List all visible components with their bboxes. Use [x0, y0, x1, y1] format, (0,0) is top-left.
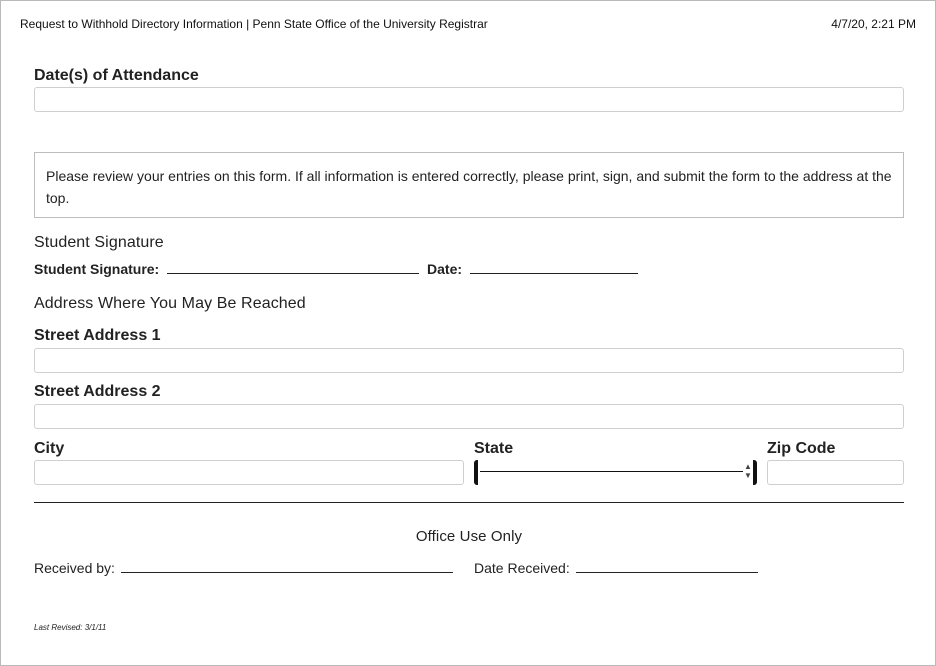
- signature-section-title: Student Signature: [34, 234, 164, 251]
- state-select-value: [480, 471, 743, 472]
- city-input[interactable]: [34, 460, 464, 485]
- section-divider: [34, 502, 904, 503]
- zip-input[interactable]: [767, 460, 904, 485]
- zip-label: Zip Code: [767, 440, 836, 457]
- street2-label: Street Address 2: [34, 383, 161, 400]
- office-use-title: Office Use Only: [415, 528, 523, 545]
- print-header-title: Request to Withhold Directory Information | Penn State Office of the University Registrar: [20, 17, 488, 31]
- date-received-label: Date Received:: [474, 560, 570, 576]
- last-revised-note: Last Revised: 3/1/11: [34, 623, 107, 632]
- signature-date-label: Date:: [427, 261, 463, 277]
- signature-date-blank-line: [470, 261, 638, 274]
- date-received-blank-line: [576, 560, 758, 573]
- state-select[interactable]: [474, 460, 757, 485]
- address-section-title: Address Where You May Be Reached: [34, 295, 306, 312]
- signature-line-row: [34, 261, 642, 277]
- attendance-label: Date(s) of Attendance: [34, 67, 199, 84]
- date-received-row: [474, 560, 762, 576]
- street2-input[interactable]: [34, 404, 904, 429]
- signature-label: Student Signature:: [34, 261, 160, 277]
- received-by-label: Received by:: [34, 560, 115, 576]
- city-label: City: [34, 440, 65, 457]
- attendance-input[interactable]: [34, 87, 904, 112]
- up-down-arrows-icon: ▲ ▼: [744, 462, 752, 480]
- street1-input[interactable]: [34, 348, 904, 373]
- print-header-timestamp: 4/7/20, 2:21 PM: [831, 17, 916, 31]
- signature-blank-line: [167, 261, 419, 274]
- review-notice: Please review your entries on this form. If all information is entered correctly, please print, sign, and submit the form to the address at the top.: [34, 152, 904, 218]
- state-label: State: [474, 440, 514, 457]
- street1-label: Street Address 1: [34, 327, 161, 344]
- received-by-blank-line: [121, 560, 453, 573]
- received-by-row: [34, 560, 457, 576]
